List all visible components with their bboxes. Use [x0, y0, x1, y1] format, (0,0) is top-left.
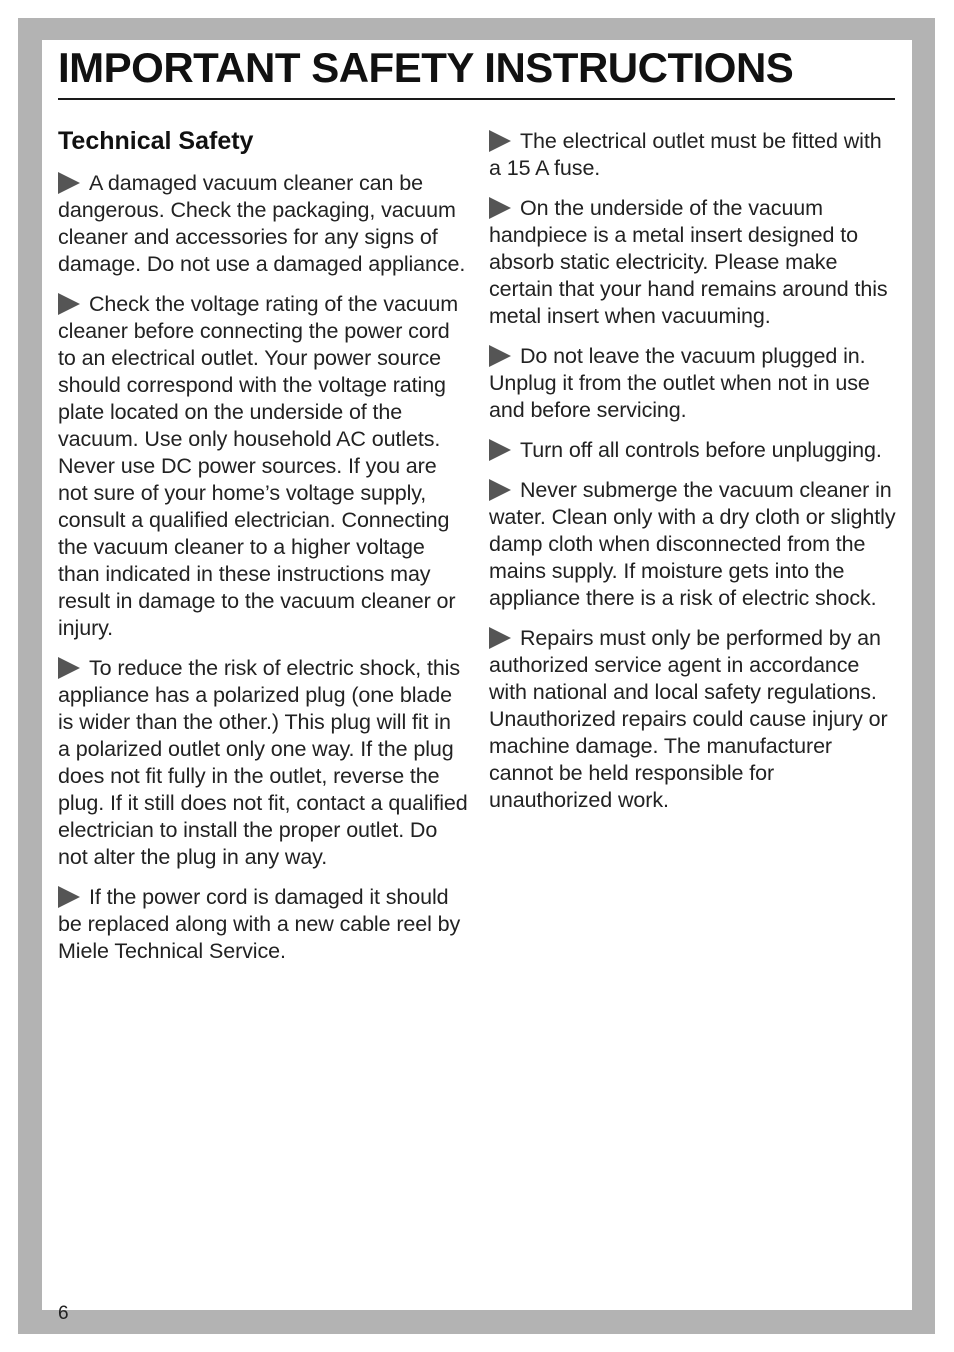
triangle-bullet-icon	[489, 197, 511, 219]
triangle-bullet-icon	[489, 345, 511, 367]
triangle-bullet-icon	[489, 479, 511, 501]
instruction-text: Do not leave the vacuum plugged in. Unplug it from the outlet when not in use and before servicing.	[489, 344, 870, 422]
instruction-paragraph	[58, 291, 468, 642]
instruction-text: On the underside of the vacuum handpiece is a metal insert designed to absorb static electricity. Please make certain that your hand remains around this metal insert when vacuuming.	[489, 196, 888, 328]
triangle-bullet-icon	[58, 293, 80, 315]
triangle-bullet-icon	[489, 627, 511, 649]
instruction-paragraph	[58, 884, 468, 965]
page-title: IMPORTANT SAFETY INSTRUCTIONS	[58, 44, 794, 91]
instruction-text: Check the voltage rating of the vacuum cleaner before connecting the power cord to an electrical outlet. Your power source should correspond with the voltage rating plate located on the underside of the vacuum. Use only household AC outlets. Never use DC power sources. If you are not sure of your home’s voltage supply, consult a qualified electrician. Connecting the vacuum cleaner to a higher voltage than indicated in these instructions may result in damage to the vacuum cleaner or injury.	[58, 292, 459, 640]
instruction-text: If the power cord is damaged it should be replaced along with a new cable reel by Miele Technical Service.	[58, 885, 461, 963]
title-divider	[58, 98, 895, 100]
instruction-text: Repairs must only be performed by an authorized service agent in accordance with national and local safety regulations. Unauthorized repairs could cause injury or machine damage. The manufacturer cannot be held responsible for unauthorized work.	[489, 626, 888, 812]
instruction-paragraph	[489, 343, 899, 424]
instruction-paragraph	[489, 625, 899, 814]
instruction-text: A damaged vacuum cleaner can be dangerous. Check the packaging, vacuum cleaner and accessories for any signs of damage. Do not use a damaged appliance.	[58, 171, 466, 276]
instruction-paragraph	[489, 437, 899, 464]
instruction-text: To reduce the risk of electric shock, this appliance has a polarized plug (one blade is wider than the other.) This plug will fit in a polarized outlet only one way. If the plug does not fit fully in the outlet, reverse the plug. If it still does not fit, contact a qualified electrician to install the proper outlet. Do not alter the plug in any way.	[58, 656, 468, 869]
instruction-paragraph	[489, 477, 899, 612]
instruction-paragraph	[489, 195, 899, 330]
triangle-bullet-icon	[489, 130, 511, 152]
right-column	[489, 128, 899, 827]
instruction-paragraph	[58, 655, 468, 871]
instruction-paragraph	[489, 128, 899, 182]
section-heading: Technical Safety	[58, 127, 254, 155]
triangle-bullet-icon	[58, 657, 80, 679]
instruction-text: Turn off all controls before unplugging.	[520, 438, 882, 462]
triangle-bullet-icon	[58, 886, 80, 908]
instruction-paragraph	[58, 170, 468, 278]
left-column	[58, 124, 468, 978]
page-number: 6	[58, 1303, 69, 1324]
instruction-text: The electrical outlet must be fitted with a 15 A fuse.	[489, 129, 882, 180]
triangle-bullet-icon	[489, 439, 511, 461]
instruction-text: Never submerge the vacuum cleaner in water. Clean only with a dry cloth or slightly damp cloth when disconnected from the mains supply. If moisture gets into the appliance there is a risk of electric shock.	[489, 478, 896, 610]
triangle-bullet-icon	[58, 172, 80, 194]
